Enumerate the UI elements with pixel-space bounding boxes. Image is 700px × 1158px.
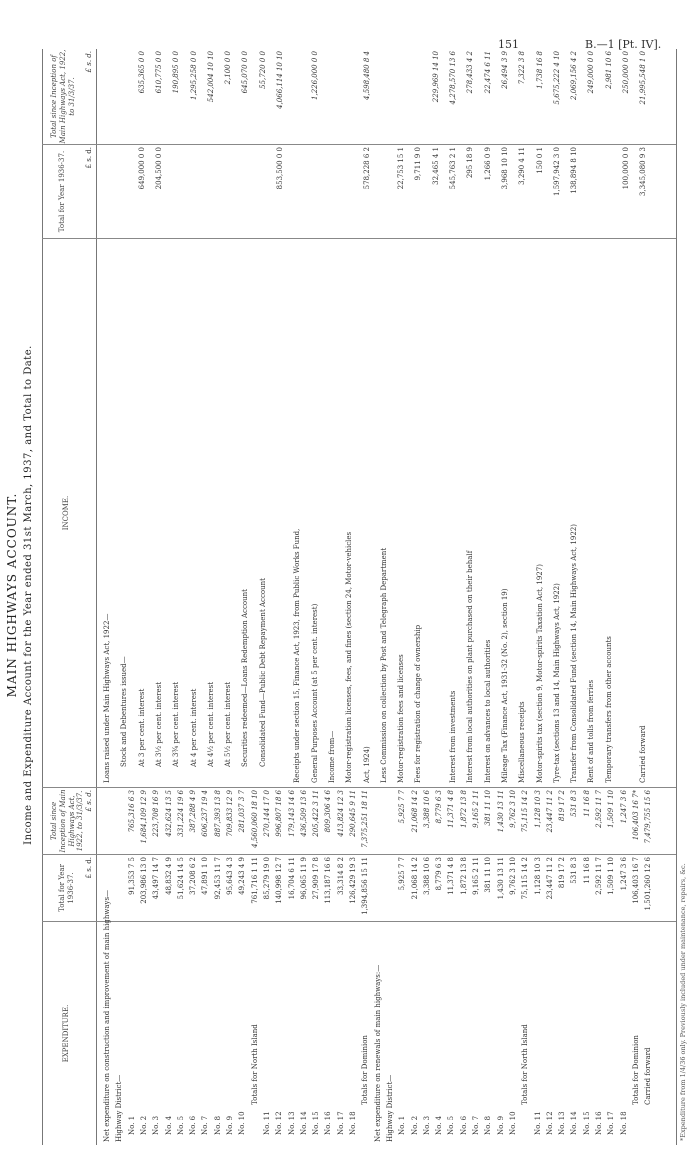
- income-inception-value: 21,995,548 1 0: [639, 51, 648, 105]
- expenditure-year-value: 2,592 11 7: [595, 857, 603, 895]
- income-inception-value: 249,000 0 0: [587, 51, 596, 94]
- income-label: Miscellaneous receipts: [518, 701, 527, 783]
- expenditure-inception-value: 7,479,755 15 6: [644, 790, 653, 844]
- income-year-value: 295 18 9: [466, 147, 475, 179]
- income-inception-value: 1,738 16 8: [535, 51, 544, 89]
- income-inception-value: 250,000 0 0: [622, 51, 630, 94]
- income-label: Interest on advances to local authorities: [483, 639, 492, 783]
- income-inception-value: 2,069,156 4 2: [570, 51, 579, 100]
- expenditure-year-value: 96,065 11 9: [299, 857, 308, 900]
- expenditure-year-value: 1,430 13 11: [496, 857, 505, 900]
- expenditure-inception-value: 1,128 10 3: [533, 790, 542, 828]
- expenditure-inception-value: 23,447 11 2: [545, 790, 554, 833]
- year-total-income-header: Total for Year 1936-37.: [58, 150, 66, 233]
- expenditure-inception-value: 11 16 8: [582, 790, 591, 817]
- income-label: Motor-registration fees and licenses: [397, 654, 406, 783]
- income-label: Rent of and tolls from ferries: [587, 679, 596, 783]
- expenditure-year-value: 47,891 1 0: [201, 857, 210, 895]
- expenditure-year-value: 23,447 11 2: [545, 857, 554, 900]
- lsd-header: £ s. d.: [85, 790, 93, 812]
- expenditure-label: No. 12: [545, 1111, 554, 1135]
- page-number: 151: [498, 38, 519, 51]
- expenditure-year-value: 9,762 3 10: [508, 857, 517, 895]
- expenditure-inception-value: 223,708 16 9: [152, 790, 161, 837]
- expenditure-inception-value: 11,371 4 8: [447, 790, 456, 828]
- expenditure-inception-value: 1,684,109 12 9: [139, 790, 148, 844]
- expenditure-year-value: 381 11 10: [484, 857, 493, 893]
- income-inception-value: 1,295,258 0 0: [189, 51, 198, 100]
- expenditure-year-value: 1,394,856 15 11: [361, 857, 370, 915]
- lsd-header: £ s. d.: [85, 147, 93, 169]
- expenditure-year-value: 27,909 17 8: [312, 857, 321, 900]
- income-inception-value: 22,474 6 11: [483, 51, 492, 94]
- expenditure-year-value: 92,453 11 7: [213, 857, 222, 900]
- income-label: Temporary transfers from other accounts: [604, 636, 613, 783]
- expenditure-label: No. 18: [349, 1111, 357, 1135]
- expenditure-label: No. 16: [324, 1111, 333, 1135]
- expenditure-year-value: 1,247 3 6: [619, 857, 628, 891]
- income-label: Loans raised under Main Highways Act, 1922—: [103, 613, 111, 783]
- income-inception-value: 278,433 4 2: [466, 51, 475, 94]
- income-label: Receipts under section 15, Finance Act, 1923, from Public Works Fund,: [293, 528, 302, 783]
- expenditure-label: No. 11: [533, 1111, 542, 1135]
- footnote: *Expenditure from 1/4/36 only. Previously included under maintenance, repairs, &c.: [679, 863, 687, 1141]
- income-year-value: 649,000 0 0: [137, 147, 146, 190]
- expenditure-label: No. 8: [484, 1115, 493, 1135]
- expenditure-label: No. 9: [226, 1115, 234, 1135]
- expenditure-inception-value: 387,288 4 9: [189, 790, 198, 833]
- expenditure-label: No. 13: [287, 1111, 296, 1135]
- col-divider: [42, 854, 676, 855]
- expenditure-inception-value: 290,645 9 11: [349, 790, 357, 837]
- expenditure-inception-value: 381 11 10: [484, 790, 493, 826]
- expenditure-label: No. 17: [607, 1111, 616, 1135]
- expenditure-label: No. 4: [435, 1115, 444, 1135]
- expenditure-label: No. 9: [496, 1115, 505, 1135]
- expenditure-inception-value: 106,403 16 7*: [631, 790, 640, 841]
- income-label: Tyre-tax (sections 13 and 14, Main Highways Act, 1922): [552, 583, 561, 783]
- income-year-value: 578,228 6 2: [362, 147, 371, 190]
- expenditure-label: No. 12: [275, 1111, 284, 1135]
- expenditure-label: Net expenditure on construction and improvement of main highways—: [103, 889, 111, 1142]
- page-reference: B.—1 [Pt. IV].: [585, 38, 662, 51]
- expenditure-year-value: 5,925 7 7: [398, 857, 407, 891]
- expenditure-inception-value: 809,306 4 6: [324, 790, 333, 833]
- expenditure-inception-value: 179,143 14 6: [287, 790, 296, 837]
- income-label: At 4 per cent. interest: [189, 688, 198, 767]
- expenditure-year-value: 37,208 6 2: [189, 857, 198, 895]
- income-label: At 4½ per cent. interest: [206, 681, 215, 767]
- expenditure-year-value: 51,624 14 5: [176, 857, 185, 900]
- expenditure-label: No. 16: [595, 1111, 603, 1135]
- income-header: INCOME.: [62, 495, 70, 531]
- expenditure-label: No. 10: [508, 1111, 517, 1135]
- income-label: Stock and Debentures issued—: [120, 656, 129, 767]
- income-label: Fees for registration of change of ownership: [414, 624, 423, 783]
- income-year-value: 853,500 0 0: [276, 147, 284, 190]
- expenditure-year-value: 203,986 13 0: [139, 857, 148, 904]
- expenditure-year-value: 16,704 6 11: [287, 857, 296, 900]
- inception-total-income-header: Total since Inception of Main Highways Act, 1922, to 31/3/37.: [50, 49, 76, 144]
- income-inception-value: 4,066,114 10 10: [276, 51, 284, 109]
- income-year-value: 100,000 0 0: [622, 147, 630, 190]
- income-label: Mileage Tax (Finance Act, 1931-32 (No. 2), section 19): [500, 588, 509, 783]
- income-label: Interest from local authorities on plant purchased on their behalf: [466, 550, 475, 783]
- lsd-header: £ s. d.: [85, 857, 93, 879]
- income-inception-value: 7,322 3 8: [518, 51, 527, 85]
- expenditure-year-value: 531 8 3: [570, 857, 579, 884]
- expenditure-label: Highway District—: [385, 1074, 394, 1142]
- income-year-value: 204,500 0 0: [154, 147, 163, 190]
- expenditure-label: No. 7: [472, 1115, 480, 1135]
- expenditure-inception-value: 8,779 6 3: [435, 790, 444, 824]
- expenditure-year-value: 1,509 1 10: [607, 857, 616, 895]
- income-label: At 3¾ per cent. interest: [172, 681, 181, 767]
- income-inception-value: 229,969 14 10: [431, 51, 440, 103]
- expenditure-inception-value: 5,925 7 7: [398, 790, 407, 824]
- expenditure-label: No. 15: [582, 1111, 591, 1135]
- expenditure-label: No. 6: [459, 1115, 468, 1135]
- expenditure-inception-value: 9,165 2 11: [472, 790, 480, 828]
- expenditure-year-value: 8,779 6 3: [435, 857, 444, 891]
- expenditure-inception-value: 531 8 3: [570, 790, 579, 817]
- income-year-value: 32,465 4 1: [431, 147, 440, 185]
- income-label: Motor-registration licenses, fees, and fines (section 24, Motor-vehicles: [345, 531, 354, 783]
- income-label: Transfer from Consolidated Fund (section 14, Main Highways Act, 1922): [570, 524, 579, 783]
- col-divider: [42, 144, 676, 145]
- expenditure-inception-value: 709,833 12 9: [226, 790, 234, 837]
- income-inception-value: 26,494 3 9: [500, 51, 509, 89]
- income-inception-value: 5,675,222 4 10: [552, 51, 561, 105]
- expenditure-inception-value: 205,422 3 11: [312, 790, 321, 837]
- expenditure-label: No. 14: [570, 1111, 579, 1135]
- expenditure-label: No. 3: [422, 1115, 431, 1135]
- expenditure-label: Totals for Dominion: [631, 1035, 640, 1105]
- expenditure-inception-value: 819 17 2: [558, 790, 567, 822]
- income-year-value: 22,753 15 1: [397, 147, 406, 190]
- income-year-value: 3,968 10 10: [500, 147, 509, 190]
- expenditure-year-value: 1,872 13 8: [459, 857, 468, 895]
- expenditure-label: No. 6: [189, 1115, 198, 1135]
- expenditure-year-value: 85,279 19 0: [262, 857, 271, 900]
- expenditure-year-value: 33,314 8 2: [336, 857, 345, 895]
- income-label: Act, 1924): [362, 746, 371, 783]
- income-label: Consolidated Fund—Public Debt Repayment Account: [258, 578, 267, 767]
- inception-total-header: Total since Inception of Main Highways Act, 1922, to 31/3/37.: [50, 789, 85, 853]
- expenditure-inception-value: 432,624 13 5: [164, 790, 173, 837]
- expenditure-year-value: 9,165 2 11: [472, 857, 480, 895]
- income-year-value: 9,711 9 0: [414, 147, 423, 181]
- expenditure-year-value: 819 17 2: [558, 857, 567, 889]
- expenditure-inception-value: 331,224 19 6: [176, 790, 185, 837]
- rotated-table: [0, 45, 690, 1145]
- expenditure-year-value: 3,388 10 6: [422, 857, 431, 895]
- expenditure-label: No. 1: [398, 1115, 407, 1135]
- expenditure-year-value: 106,403 16 7: [631, 857, 640, 904]
- expenditure-inception-value: 7,375,251 18 11: [361, 790, 370, 848]
- expenditure-inception-value: 436,509 13 6: [299, 790, 308, 837]
- header-bottom-rule: [96, 49, 97, 1145]
- income-inception-value: 190,895 0 0: [172, 51, 181, 94]
- expenditure-label: No. 15: [312, 1111, 321, 1135]
- expenditure-year-value: 1,501,260 12 6: [644, 857, 653, 911]
- expenditure-year-value: 126,429 19 3: [349, 857, 357, 904]
- income-label: Interest from investments: [449, 690, 457, 783]
- expenditure-inception-value: 3,388 10 6: [422, 790, 431, 828]
- expenditure-year-value: 11,371 4 8: [447, 857, 456, 895]
- expenditure-label: No. 2: [410, 1115, 419, 1135]
- expenditure-inception-value: 1,247 3 6: [619, 790, 628, 824]
- expenditure-label: Totals for North Island: [250, 1024, 259, 1105]
- expenditure-label: No. 18: [619, 1111, 628, 1135]
- expenditure-label: Net expenditure on renewals of main highways:—: [373, 964, 382, 1142]
- expenditure-year-value: 91,353 7 5: [127, 857, 136, 895]
- expenditure-year-value: 11 16 8: [582, 857, 591, 884]
- income-label: At 3½ per cent. interest: [154, 681, 163, 767]
- expenditure-year-value: 1,128 10 3: [533, 857, 542, 895]
- expenditure-inception-value: 4,560,060 18 10: [250, 790, 259, 848]
- income-inception-value: 635,365 0 0: [137, 51, 146, 94]
- expenditure-inception-value: 9,762 3 10: [508, 790, 517, 828]
- expenditure-inception-value: 21,068 14 2: [410, 790, 419, 833]
- expenditure-inception-value: 765,316 6 3: [127, 790, 136, 833]
- expenditure-inception-value: 887,393 13 8: [213, 790, 222, 837]
- expenditure-label: Highway District—: [115, 1074, 124, 1142]
- expenditure-label: No. 17: [336, 1111, 345, 1135]
- income-inception-value: 645,070 0 0: [241, 51, 250, 94]
- income-label: General Purposes Account (at 5 per cent. interest): [310, 603, 319, 783]
- expenditure-inception-value: 270,144 17 0: [262, 790, 271, 837]
- expenditure-label: No. 11: [262, 1111, 271, 1135]
- expenditure-label: No. 1: [127, 1115, 136, 1135]
- expenditure-label: No. 3: [152, 1115, 161, 1135]
- expenditure-year-value: 95,643 4 3: [226, 857, 234, 895]
- income-inception-value: 4,598,480 8 4: [362, 51, 371, 100]
- income-inception-value: 542,004 10 10: [206, 51, 215, 103]
- expenditure-label: No. 5: [447, 1115, 456, 1135]
- lsd-header: £ s. d.: [85, 51, 93, 73]
- expenditure-label: Carried forward: [644, 1047, 653, 1105]
- expenditure-inception-value: 606,237 19 4: [201, 790, 210, 837]
- expenditure-label: No. 13: [558, 1111, 567, 1135]
- expenditure-label: No. 7: [201, 1115, 210, 1135]
- footer-rule: [676, 49, 677, 1145]
- income-inception-value: 4,278,570 13 6: [449, 51, 457, 105]
- expenditure-inception-value: 2,592 11 7: [595, 790, 603, 828]
- income-inception-value: 1,226,000 0 0: [310, 51, 319, 100]
- col-divider: [42, 238, 676, 239]
- expenditure-inception-value: 413,824 12 3: [336, 790, 345, 837]
- expenditure-year-value: 21,068 14 2: [410, 857, 419, 900]
- expenditure-label: No. 14: [299, 1111, 308, 1135]
- expenditure-inception-value: 1,872 13 8: [459, 790, 468, 828]
- income-inception-value: 55,720 0 0: [258, 51, 267, 89]
- income-label: Motor-spirits tax (section 9, Motor-spirits Taxation Act, 1927): [535, 564, 544, 783]
- expenditure-year-value: 113,187 16 6: [324, 857, 333, 904]
- income-label: Income from—: [327, 730, 336, 783]
- income-year-value: 3,345,080 9 3: [639, 147, 648, 196]
- expenditure-label: No. 8: [213, 1115, 222, 1135]
- expenditure-label: No. 4: [164, 1115, 173, 1135]
- col-divider: [42, 787, 676, 788]
- income-label: At 5½ per cent. interest: [224, 681, 233, 767]
- income-inception-value: 2,100 0 0: [224, 51, 233, 85]
- expenditure-label: No. 2: [139, 1115, 148, 1135]
- expenditure-year-value: 49,243 4 9: [238, 857, 247, 895]
- income-label: Less Commission on collection by Post and Telegraph Department: [379, 547, 388, 783]
- page-title: MAIN HIGHWAYS ACCOUNT.: [5, 492, 19, 698]
- expenditure-inception-value: 75,115 14 2: [521, 790, 530, 833]
- expenditure-label: Totals for North Island: [521, 1024, 530, 1105]
- year-total-header: Total for Year 1936-37.: [58, 864, 75, 912]
- expenditure-year-value: 43,497 14 7: [152, 857, 161, 900]
- page-subtitle: Income and Expenditure Account for the Year ended 31st March, 1937, and Total to Date.: [23, 345, 34, 845]
- income-year-value: 138,894 8 10: [570, 147, 579, 194]
- income-year-value: 545,763 2 1: [449, 147, 457, 190]
- expenditure-inception-value: 1,509 1 10: [607, 790, 616, 828]
- expenditure-label: Totals for Dominion: [361, 1035, 370, 1105]
- expenditure-inception-value: 1,430 13 11: [496, 790, 505, 833]
- header-top-rule: [42, 49, 43, 1145]
- expenditure-label: No. 5: [176, 1115, 185, 1135]
- expenditure-inception-value: 996,807 18 6: [275, 790, 284, 837]
- expenditure-year-value: 75,115 14 2: [521, 857, 530, 900]
- expenditure-label: No. 10: [238, 1111, 247, 1135]
- expenditure-year-value: 761,716 1 11: [250, 857, 259, 904]
- income-inception-value: 2,981 10 6: [604, 51, 613, 89]
- income-label: At 3 per cent. interest: [137, 688, 146, 767]
- income-label: Carried forward: [639, 725, 648, 783]
- income-year-value: 1,266 0 9: [483, 147, 492, 181]
- income-label: Securities redeemed—Loans Redemption Account: [241, 589, 250, 767]
- expenditure-header: EXPENDITURE.: [62, 1004, 70, 1063]
- expenditure-year-value: 140,998 12 7: [275, 857, 284, 904]
- col-divider: [42, 921, 676, 922]
- expenditure-inception-value: 281,037 3 7: [238, 790, 247, 833]
- income-year-value: 150 0 1: [535, 147, 544, 174]
- income-inception-value: 610,775 0 0: [154, 51, 163, 94]
- income-year-value: 1,597,942 3 0: [552, 147, 561, 196]
- expenditure-year-value: 48,832 4 9: [164, 857, 173, 895]
- income-year-value: 3,290 4 11: [518, 147, 527, 185]
